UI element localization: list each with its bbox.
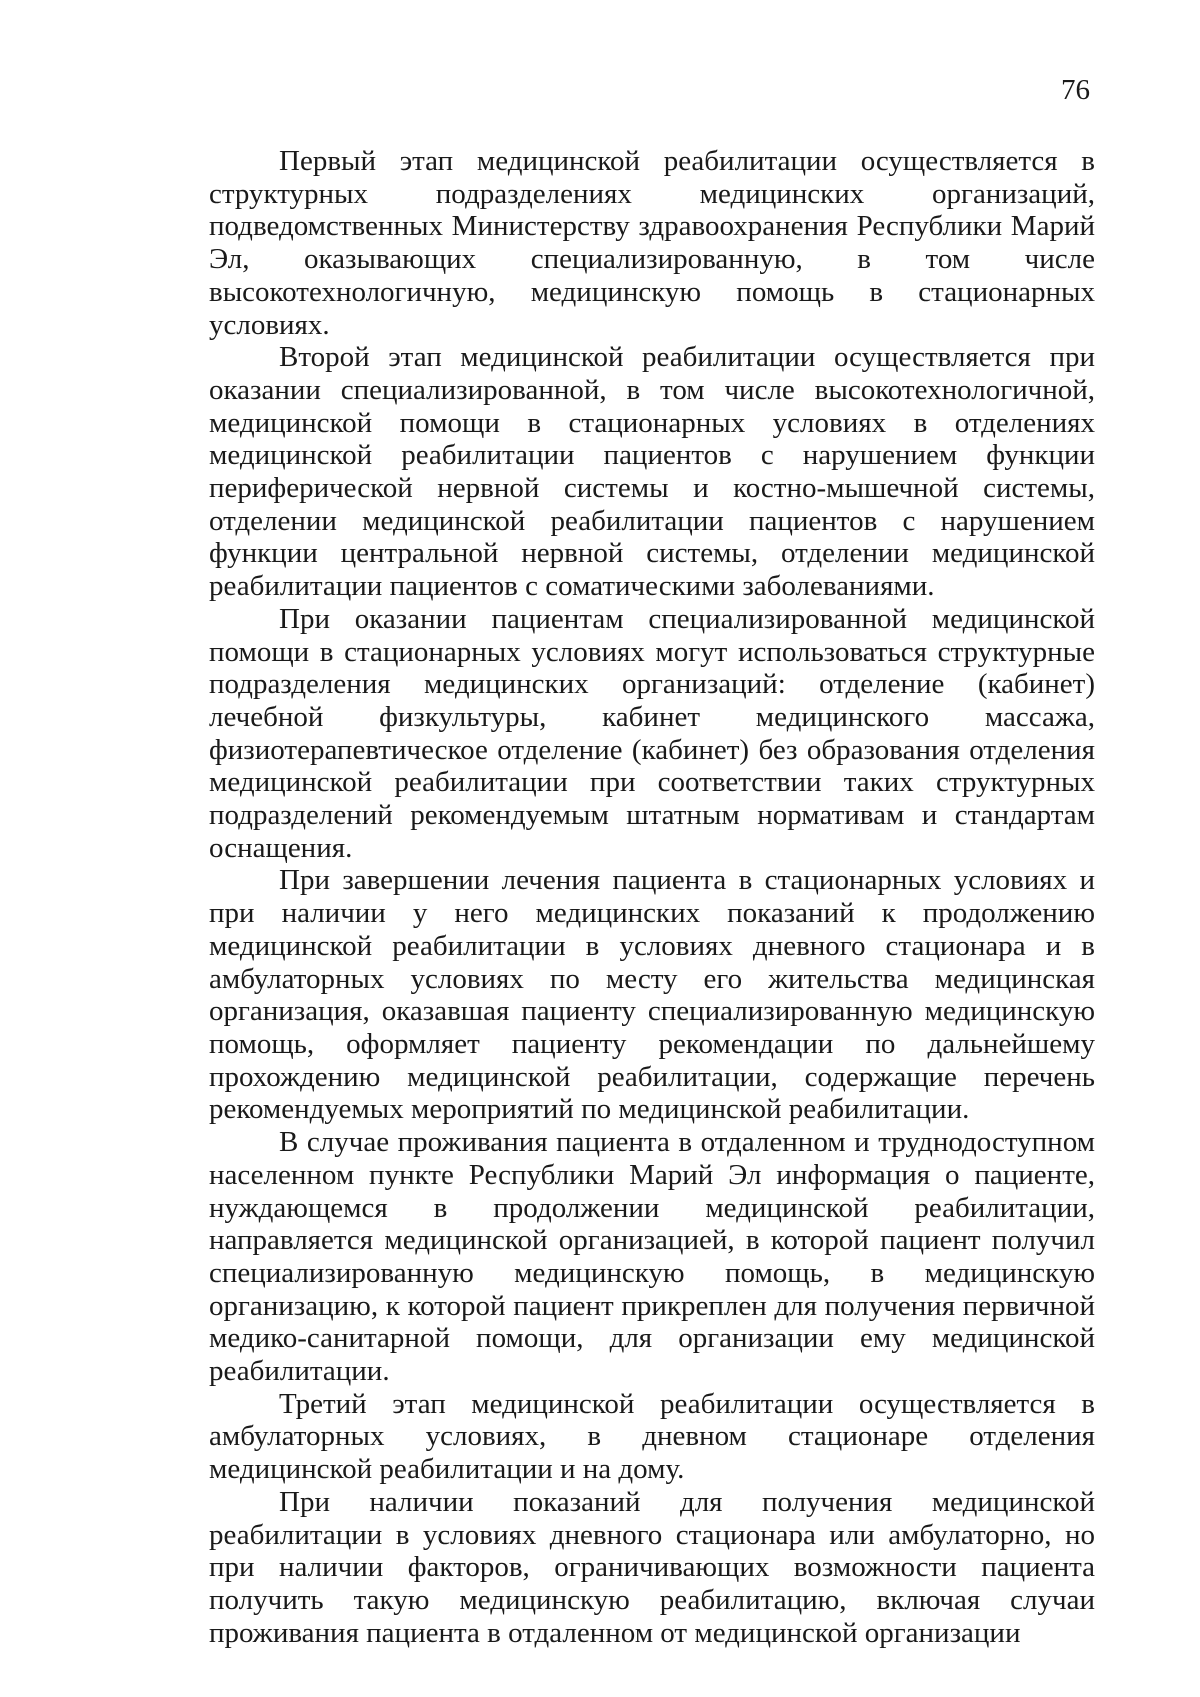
paragraph-first-stage: Первый этап медицинской реабилитации осуществляется в структурных подразделениях медицинских организаций, подведомственных Министерству здравоохранения Республики Марий Эл, оказывающих специализированную, в том числе высокотехнологичную, медицинскую помощь в стационарных условиях. xyxy=(209,145,1095,341)
paragraph-second-stage: Второй этап медицинской реабилитации осуществляется при оказании специализированной, в том числе высокотехнологичной, медицинской помощи в стационарных условиях в отделениях медицинской реабилитации пациентов с нарушением функции периферической нервной системы и костно-мышечной системы, отделении медицинской реабилитации пациентов с нарушением функции центральной нервной системы, отделении медицинской реабилитации пациентов с соматическими заболеваниями. xyxy=(209,341,1095,603)
document-body xyxy=(209,145,1095,1649)
paragraph-discharge-recommendations: При завершении лечения пациента в стационарных условиях и при наличии у него медицинских показаний к продолжению медицинской реабилитации в условиях дневного стационара и в амбулаторных условиях по месту его жительства медицинская организация, оказавшая пациенту специализированную медицинскую помощь, оформляет пациенту рекомендации по дальнейшему прохождению медицинской реабилитации, содержащие перечень рекомендуемых мероприятий по медицинской реабилитации. xyxy=(209,864,1095,1126)
paragraph-indications: При наличии показаний для получения медицинской реабилитации в условиях дневного стационара или амбулаторно, но при наличии факторов, ограничивающих возможности пациента получить такую медицинскую реабилитацию, включая случаи проживания пациента в отдаленном от медицинской организации xyxy=(209,1485,1095,1649)
page-number: 76 xyxy=(1061,74,1090,106)
paragraph-third-stage: Третий этап медицинской реабилитации осуществляется в амбулаторных условиях, в дневном стационаре отделения медицинской реабилитации и на дому. xyxy=(209,1387,1095,1486)
paragraph-remote-residence: В случае проживания пациента в отдаленном и труднодоступном населенном пункте Республики Марий Эл информация о пациенте, нуждающемся в продолжении медицинской реабилитации, направляется медицинской организацией, в которой пациент получил специализированную медицинскую помощь, в медицинскую организацию, к которой пациент прикреплен для получения первичной медико-санитарной помощи, для организации ему медицинской реабилитации. xyxy=(209,1126,1095,1388)
paragraph-structural-units: При оказании пациентам специализированной медицинской помощи в стационарных условиях могут использоваться структурные подразделения медицинских организаций: отделение (кабинет) лечебной физкультуры, кабинет медицинского массажа, физиотерапевтическое отделение (кабинет) без образования отделения медицинской реабилитации при соответствии таких структурных подразделений рекомендуемым штатным нормативам и стандартам оснащения. xyxy=(209,602,1095,864)
